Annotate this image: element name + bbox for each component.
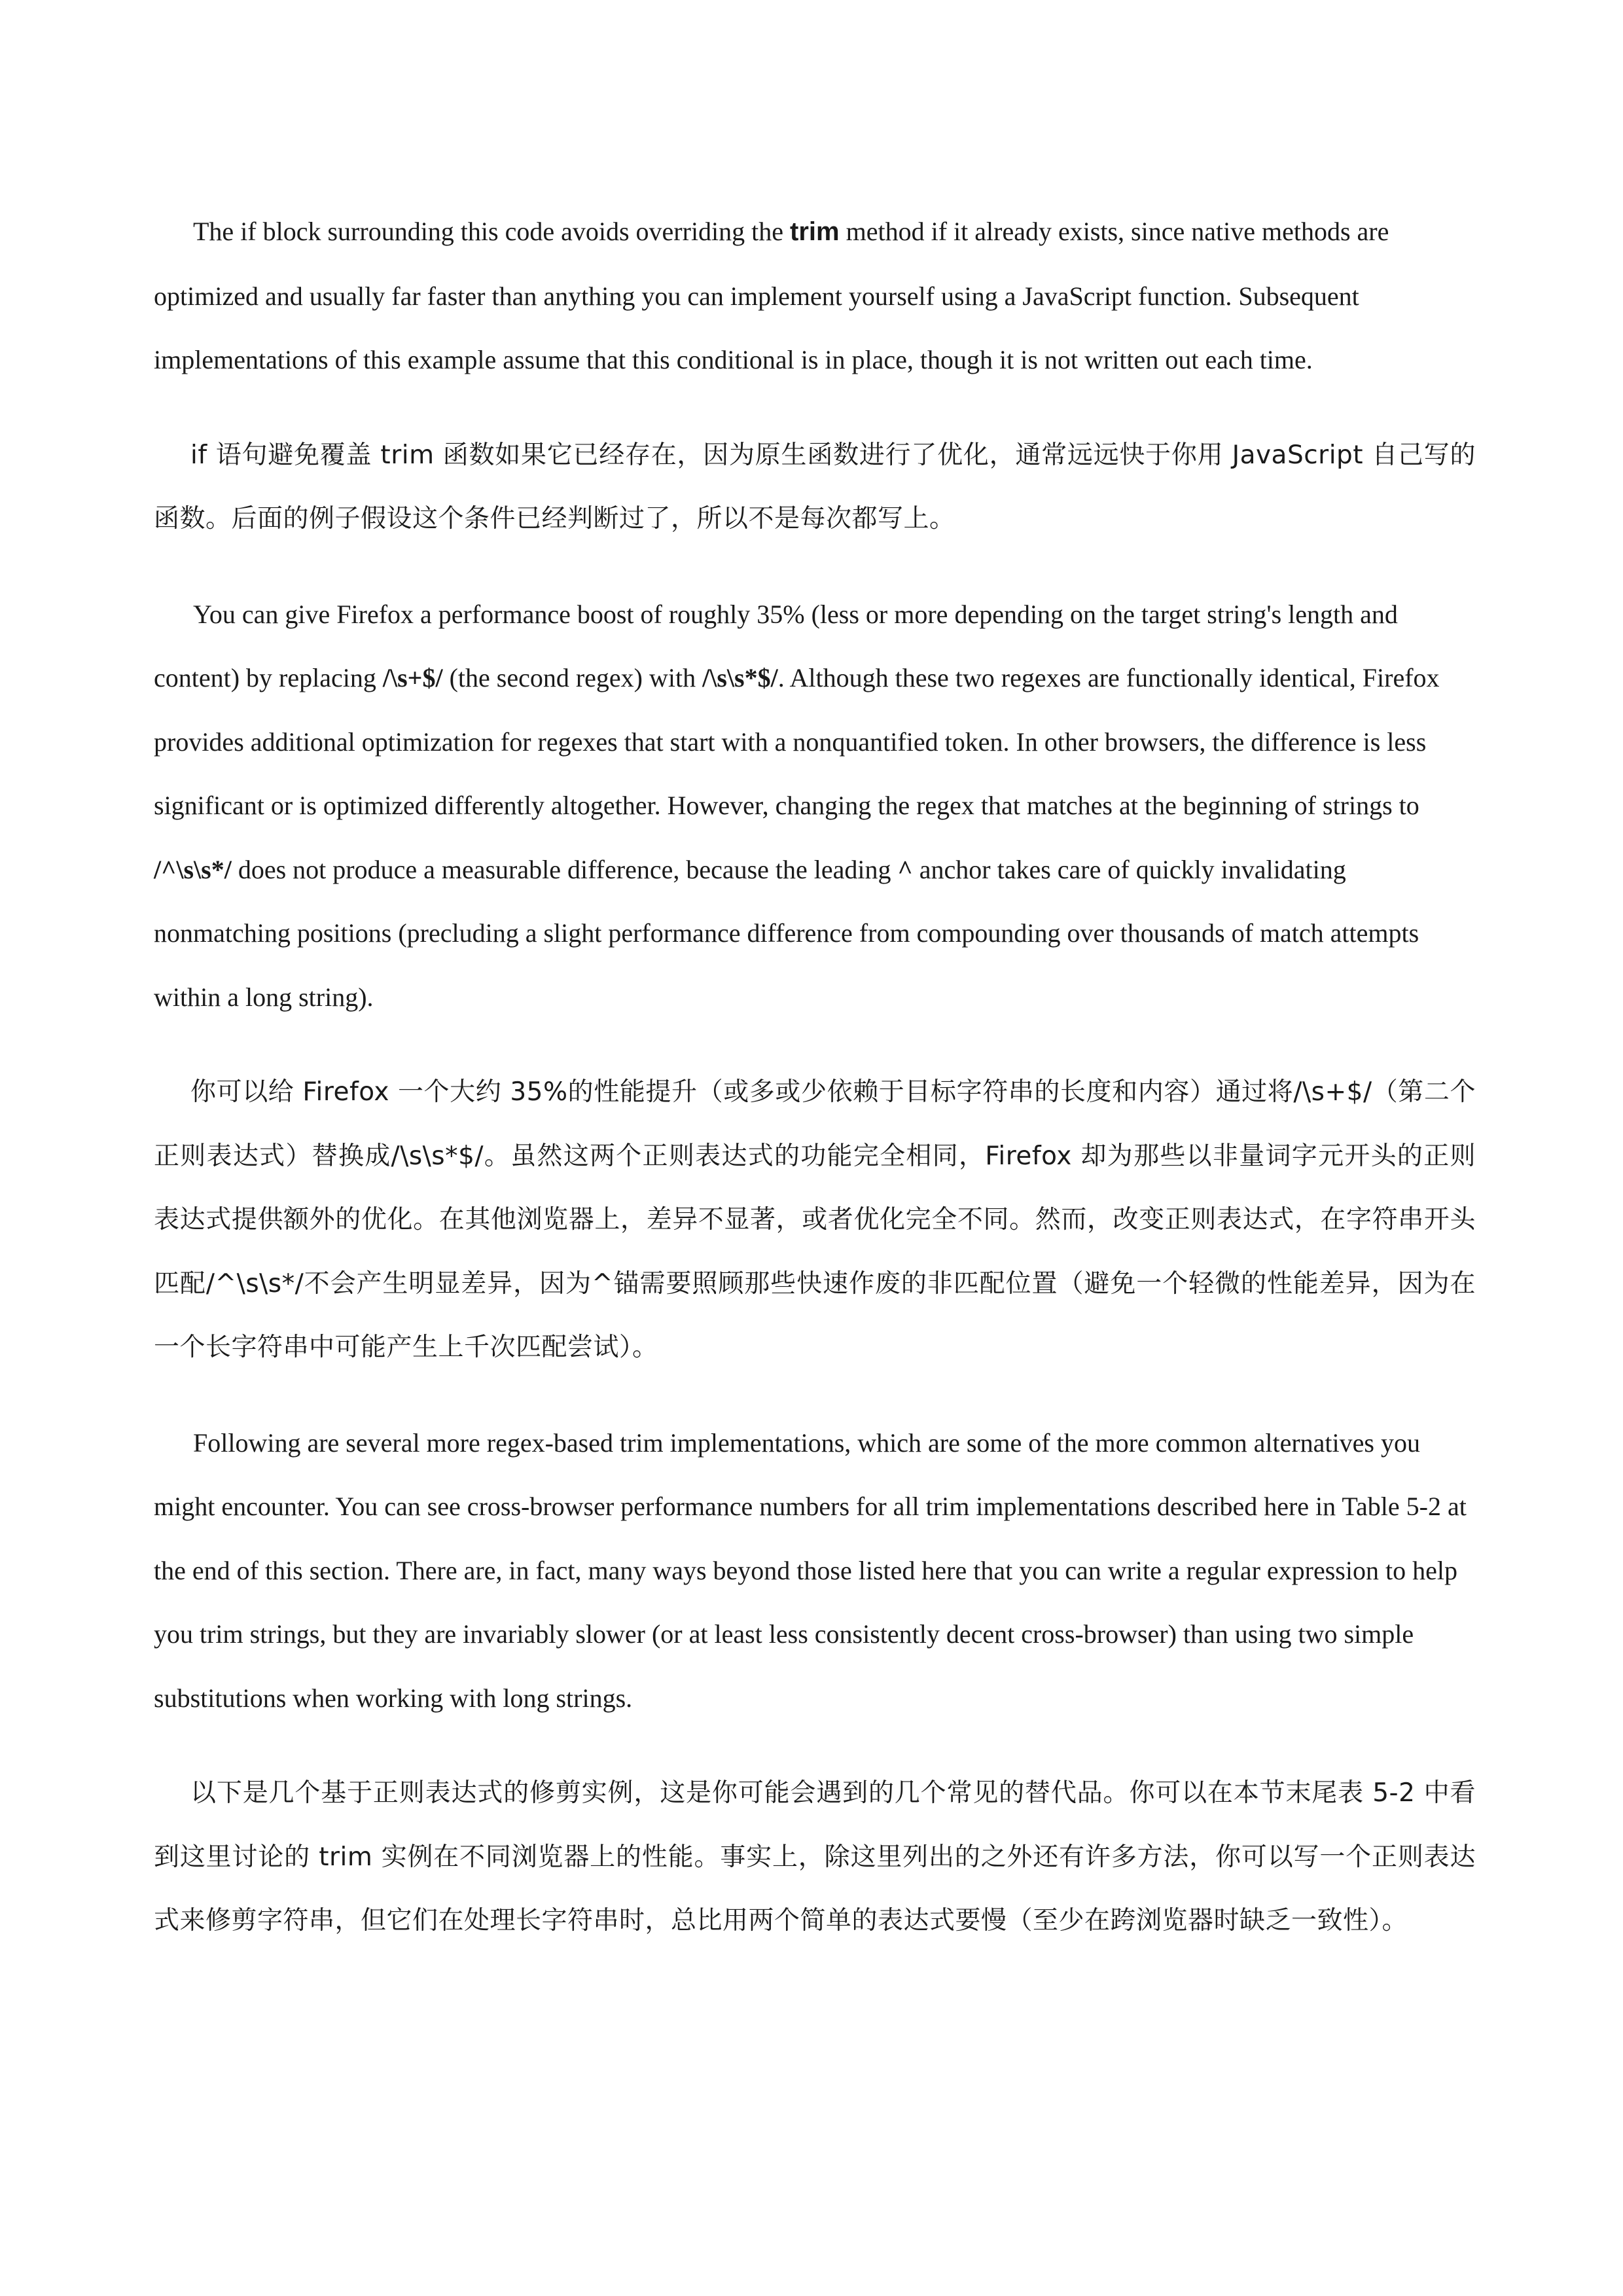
paragraph-gap — [154, 392, 1476, 423]
paragraph-firefox-boost-en — [154, 583, 1476, 1030]
text-run: Following are several more regex-based trim implementations, which are some of the more common alternatives you might encounter. You can see cross-browser performance numbers for all trim implementations described here in Table 5-2 at the end of this section. There are, in fact, many ways beyond those listed here that you can write a regular expression to help you trim strings, but they are invariably slower (or at least less consistently decent cross-browser) than using two simple substitutions when working with long strings. — [154, 1427, 1467, 1713]
paragraph-gap — [154, 551, 1476, 583]
paragraph-gap — [154, 1029, 1476, 1060]
text-run: The if block surrounding this code avoids overriding the — [193, 217, 791, 246]
code-regex-caret-s-s-star: /^\s\s*/ — [154, 854, 232, 884]
text-run: anchor takes care of quickly invalidating nonmatching positions (precluding a slight performance difference from compounding over thousands of match attempts within a long string). — [154, 854, 1419, 1012]
paragraph-trim-native-en — [154, 200, 1476, 392]
paragraph-firefox-boost-zh — [154, 1060, 1476, 1380]
text-run: You can give Firefox a performance boost of roughly 35% (less or more depending on the target string's length and content) by replacing — [154, 599, 1398, 692]
text-run: 你可以给 Firefox 一个大约 35%的性能提升（或多或少依赖于目标字符串的长度和内容）通过将/\s+$/（第二个正则表达式）替换成/\s\s*$/。虽然这两个正则表达式的功能完全相同，Firefox 却为那些以非量词字元开头的正则表达式提供额外的优化。在其他浏览器上，差异不显著，或者优化完全不同。然而，改变正则表达式，在字符串开头匹配/^\s\s*/不会产生明显差异，因为^锚需要照顾那些快速作废的非匹配位置（避免一个轻微的性能差异，因为在一个长字符串中可能产生上千次匹配尝试）。 — [154, 1077, 1476, 1362]
paragraph-gap — [154, 1380, 1476, 1411]
text-run: (the second regex) with — [442, 663, 703, 692]
text-run: 以下是几个基于正则表达式的修剪实例，这是你可能会遇到的几个常见的替代品。你可以在本节末尾表 5-2 中看到这里讨论的 trim 实例在不同浏览器上的性能。事实上，除这里列出的之外还有许多方法，你可以写一个正则表达式来修剪字符串，但它们在处理长字符串时，总比用两个简单的表达式要慢（至少在跨浏览器时缺乏一致性）。 — [154, 1778, 1476, 1935]
text-run: . Although these two regexes are functionally identical, Firefox provides additional optimization for regexes that start with a nonquantified token. In other browsers, the difference is less significant or is optimized differently altogether. However, changing the regex that matches at the beginning of strings to — [154, 663, 1440, 820]
document-page — [154, 200, 1476, 1953]
paragraph-trim-native-zh — [154, 423, 1476, 551]
code-regex-s-s-star: /\s\s*$/ — [702, 663, 778, 692]
paragraph-more-implementations-en — [154, 1411, 1476, 1731]
code-regex-s-plus: /\s+$/ — [382, 663, 443, 692]
paragraph-gap — [154, 1730, 1476, 1761]
text-run: does not produce a measurable difference, because the leading — [231, 854, 898, 884]
code-caret-anchor: ^ — [897, 854, 913, 884]
paragraph-more-implementations-zh — [154, 1761, 1476, 1953]
text-run: if 语句避免覆盖 trim 函数如果它已经存在，因为原生函数进行了优化，通常远远快于你用 JavaScript 自己写的函数。后面的例子假设这个条件已经判断过了，所以不是每次都写上。 — [154, 440, 1476, 533]
code-term-trim: trim — [790, 217, 840, 246]
text-run: method if it already exists, since native methods are optimized and usually far faster than anything you can implement yourself using a JavaScript function. Subsequent implementations of this example assume that this conditional is in place, though it is not written out each time. — [154, 217, 1389, 374]
